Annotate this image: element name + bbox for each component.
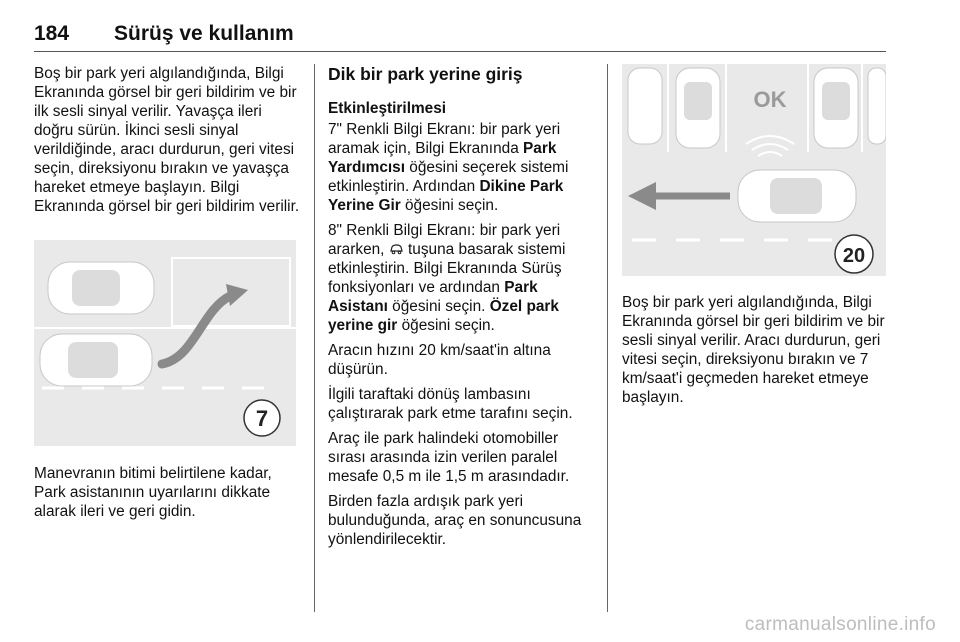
parallel-parking-illustration (34, 240, 296, 446)
column-middle (328, 64, 596, 555)
page-title: Sürüş ve kullanım (114, 22, 294, 45)
figure-caption: Manevranın bitimi belirtilene kadar, Park asistanının uyarılarını dikkate alarak ileri ve geri gidin. (34, 465, 272, 520)
sensor-waves-icon (746, 136, 794, 156)
figure-perpendicular-parking (622, 64, 886, 276)
watermark: carmanualsonline.info (744, 614, 936, 635)
menu-term: Park Asistanı (328, 279, 538, 315)
car-button-icon (389, 243, 404, 255)
menu-term: Dikine Park Yerine Gir (328, 178, 564, 214)
paragraph: Birden fazla ardışık park yeri bulunduğunda, araç en sonuncusuna yönlendirilecektir. (328, 493, 582, 548)
ok-sign: OK (753, 87, 787, 112)
moving-car (738, 170, 856, 222)
column-divider (314, 64, 315, 612)
paragraph: Aracın hızını 20 km/saat'in altına düşürün. (328, 342, 551, 378)
menu-term: Park Yardımcısı (328, 140, 557, 176)
figure-badge-number: 20 (842, 245, 866, 267)
column-left (34, 64, 302, 222)
figure-caption: Boş bir park yeri algılandığında, Bilgi Ekranında görsel bir geri bildirim ve bir sesli sinyal verilir. Aracı durdurun, geri vitesi seçin, direksiyonu bırakın ve 7 km/saat'i geçmeden hareket etmeye başlayın. (622, 294, 885, 406)
menu-term: Özel park yerine gir (328, 298, 559, 334)
paragraph: Araç ile park halindeki otomobiller sırası arasında izin verilen paralel mesafe 0,5 m ile 1,5 m arasındadır. (328, 430, 570, 485)
page-number: 184 (34, 22, 70, 45)
perpendicular-parking-illustration (622, 64, 886, 276)
paragraph: 7" Renkli Bilgi Ekranı: bir park yeri aramak için, Bilgi Ekranında Park Yardımcısı öğesini seçerek sistemi etkinleştirin. Ardından Dikine Park Yerine Gir öğesini seçin. (328, 121, 569, 214)
arrow-left-icon (628, 182, 656, 210)
column-divider (607, 64, 608, 612)
paragraph: İlgili taraftaki dönüş lambasını çalıştırarak park etme tarafını seçin. (328, 386, 573, 422)
subsection-heading: Etkinleştirilmesi (328, 100, 447, 117)
page-header (34, 22, 886, 52)
arrow-head-icon (226, 284, 248, 306)
parked-car (48, 262, 154, 314)
paragraph: 8" Renkli Bilgi Ekranı: bir park yeri ararken, tuşuna basarak sistemi etkinleştirin. Bilgi Ekranında Sürüş fonksiyonları ve ardından Park Asistanı öğesini seçin. Özel park yerine gir öğesini seçin. (328, 222, 566, 334)
figure-badge-number: 7 (255, 406, 269, 431)
header-divider (34, 51, 886, 52)
moving-car (40, 334, 152, 386)
paragraph: Boş bir park yeri algılandığında, Bilgi Ekranında görsel bir geri bildirim ve bir ilk sesli sinyal verilir. Yavaşça ileri doğru sürün. İkinci sesli sinyal verildiğinde, aracı durdurun, geri vitesi seçin, direksiyonu bırakın ve yavaşça hareket etmeye başlayın. Bilgi Ekranında görsel bir geri bildirim verilir. (34, 65, 300, 215)
section-heading: Dik bir park yerine giriş (328, 64, 523, 84)
figure-parallel-parking (34, 240, 296, 446)
